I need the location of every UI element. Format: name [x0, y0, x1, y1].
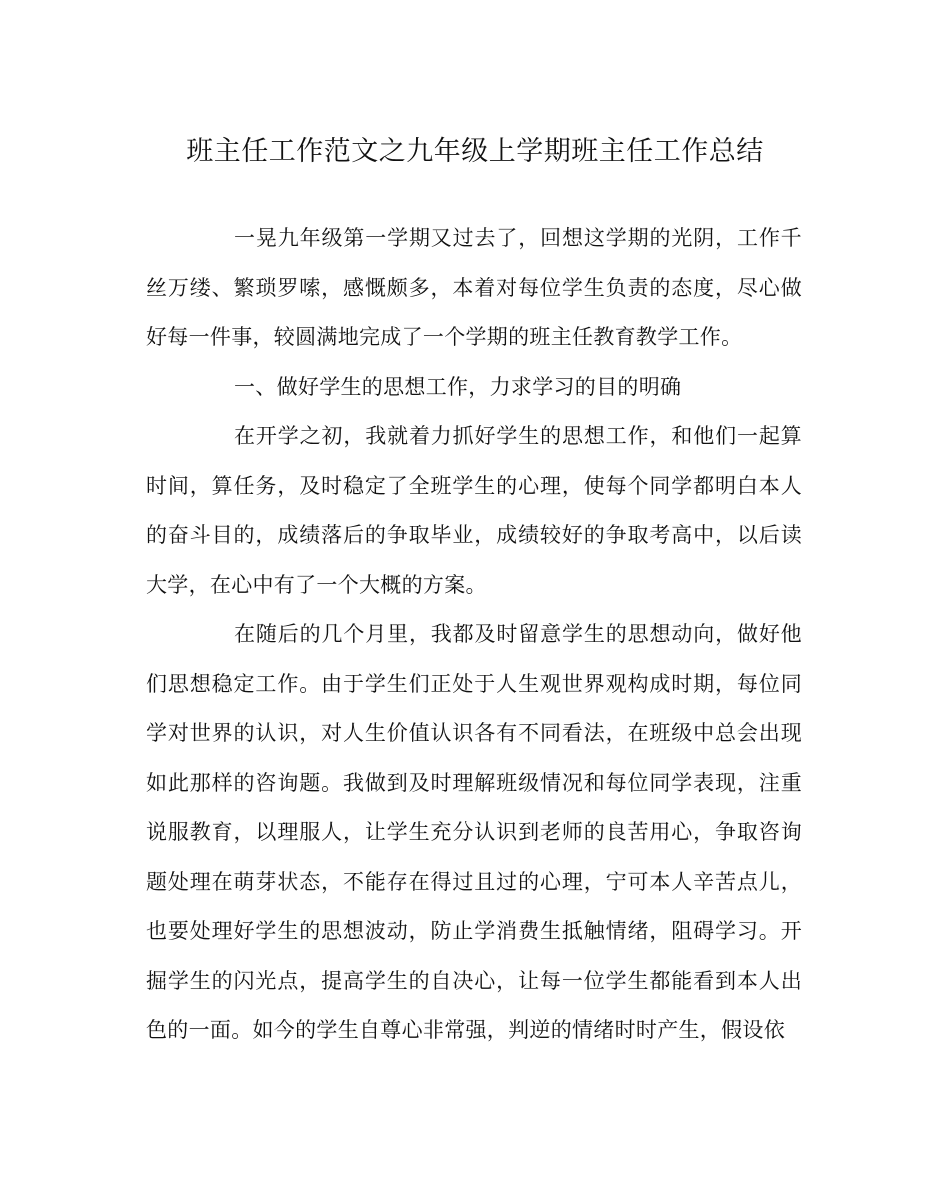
paragraph-2: 在开学之初，我就着力抓好学生的思想工作，和他们一起算时间，算任务，及时稳定了全班学生的心理，使每个同学都明白本人的奋斗目的，成绩落后的争取毕业，成绩较好的争取考高中，以后读大学，在心中有了一个大概的方案。	[146, 424, 802, 597]
document-body	[146, 214, 802, 1056]
section-heading-1: 一、做好学生的思想工作，力求学习的目的明确	[234, 374, 682, 399]
paragraph-intro: 一晃九年级第一学期又过去了，回想这学期的光阴，工作千丝万缕、繁琐罗嗦，感慨颇多，本着对每位学生负责的态度，尽心做好每一件事，较圆满地完成了一个学期的班主任教育教学工作。	[146, 226, 802, 349]
paragraph-3: 在随后的几个月里，我都及时留意学生的思想动向，做好他们思想稳定工作。由于学生们正处于人生观世界观构成时期，每位同学对世界的认识，对人生价值认识各有不同看法，在班级中总会出现如此那样的咨询题。我做到及时理解班级情况和每位同学表现，注重说服教育，以理服人，让学生充分认识到老师的良苦用心，争取咨询题处理在萌芽状态，不能存在得过且过的心理，宁可本人辛苦点儿，也要处理好学生的思想波动，防止学消费生抵触情绪，阻碍学习。开掘学生的闪光点，提高学生的自决心，让每一位学生都能看到本人出色的一面。如今的学生自尊心非常强，判逆的情绪时时产生，假设依	[146, 622, 802, 1042]
document-title: 班主任工作范文之九年级上学期班主任工作总结	[186, 136, 764, 167]
